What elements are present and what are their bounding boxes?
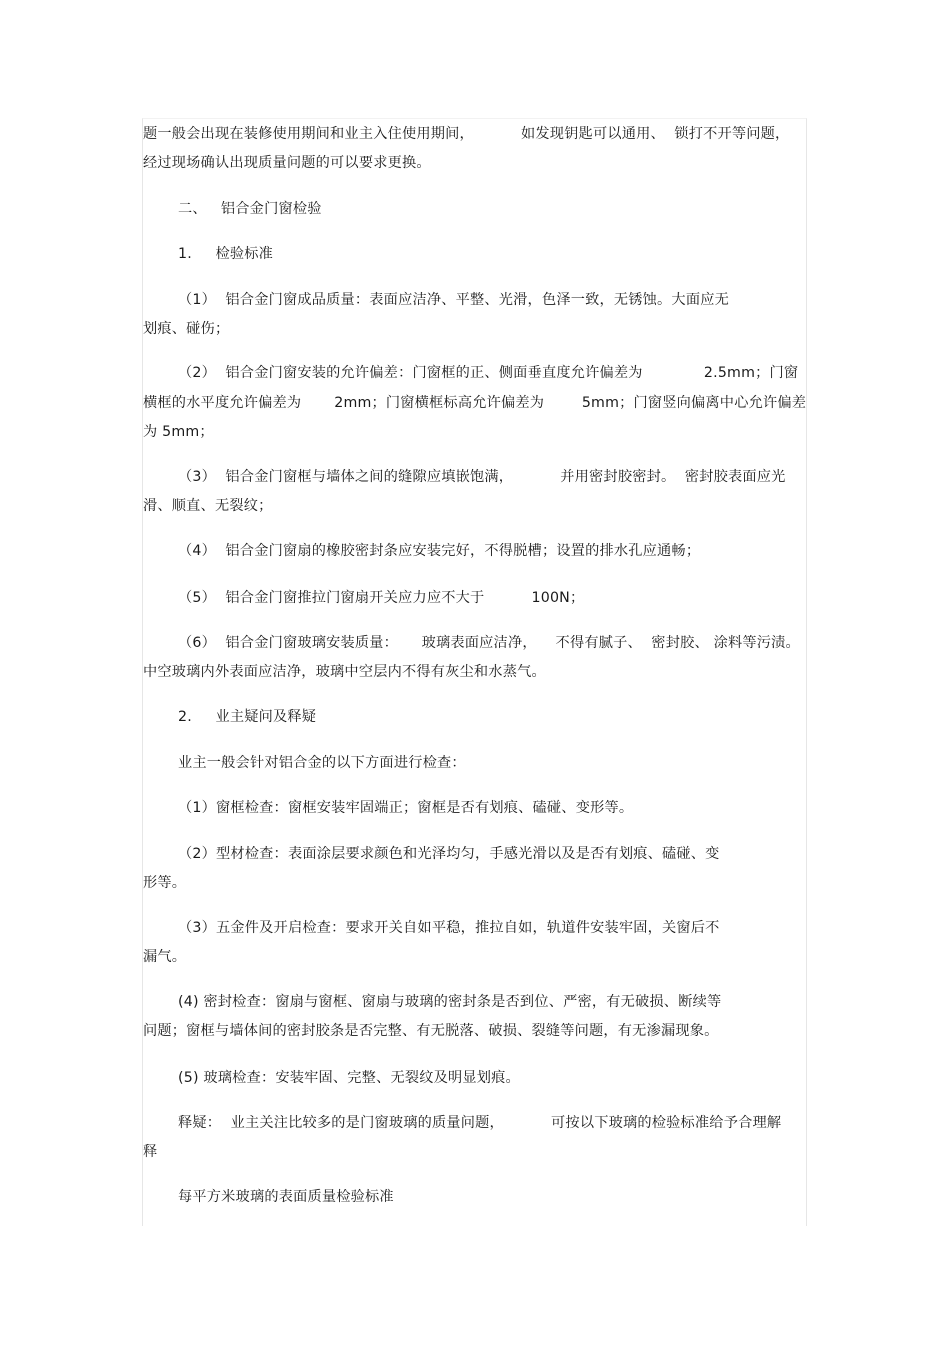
text-line: (5) 玻璃检查：安装牢固、完整、无裂纹及明显划痕。 (178, 1070, 520, 1086)
text-line: （2） 铝合金门窗安装的允许偏差：门窗框的正、侧面垂直度允许偏差为 2.5mm；门窗 (178, 365, 799, 381)
text-line: 业主一般会针对铝合金的以下方面进行检查： (178, 755, 466, 771)
text-line: （5） 铝合金门窗推拉门窗扇开关应力应不大于 100N； (178, 590, 585, 606)
text-line: 经过现场确认出现质量问题的可以要求更换。 (143, 155, 431, 171)
text-line: （3） 铝合金门窗框与墙体之间的缝隙应填嵌饱满， 并用密封胶密封。 密封胶表面应光 (178, 469, 786, 485)
text-line: (4) 密封检查：窗扇与窗框、窗扇与玻璃的密封条是否到位、严密，有无破损、断续等 (178, 994, 722, 1010)
text-line: 中空玻璃内外表面应洁净，玻璃中空层内不得有灰尘和水蒸气。 (143, 664, 546, 680)
text-line: 问题；窗框与墙体间的密封胶条是否完整、有无脱落、破损、裂缝等问题，有无渗漏现象。 (143, 1023, 719, 1039)
text-line: 每平方米玻璃的表面质量检验标准 (178, 1189, 394, 1205)
text-line: （1）窗框检查：窗框安装牢固端正；窗框是否有划痕、磕碰、变形等。 (178, 800, 634, 816)
text-line: 横框的水平度允许偏差为 2mm；门窗横框标高允许偏差为 5mm；门窗竖向偏离中心允许偏差 (143, 395, 807, 411)
text-line: （1） 铝合金门窗成品质量：表面应洁净、平整、光滑，色泽一致，无锈蚀。大面应无 (178, 292, 729, 308)
text-line: （3）五金件及开启检查：要求开关自如平稳，推拉自如，轨道件安装牢固，关窗后不 (178, 920, 720, 936)
subsection-heading: 2. 业主疑问及释疑 (178, 709, 317, 725)
text-line: （6） 铝合金门窗玻璃安装质量： 玻璃表面应洁净， 不得有腻子、 密封胶、 涂料等污渍。 (178, 635, 800, 651)
text-line: 漏气。 (143, 949, 187, 965)
text-line: 释疑： 业主关注比较多的是门窗玻璃的质量问题， 可按以下玻璃的检验标准给予合理解 (178, 1115, 782, 1131)
text-line: 滑、顺直、无裂纹； (143, 498, 273, 514)
text-line: （4） 铝合金门窗扇的橡胶密封条应安装完好，不得脱槽；设置的排水孔应通畅； (178, 543, 701, 559)
subsection-heading: 1. 检验标准 (178, 246, 274, 262)
text-line: 形等。 (143, 875, 187, 891)
text-line: 释 (143, 1144, 158, 1160)
section-heading: 二、 铝合金门窗检验 (178, 201, 322, 217)
text-line: 为 5mm； (143, 424, 214, 440)
text-line: 题一般会出现在装修使用期间和业主入住使用期间， 如发现钥匙可以通用、 锁打不开等问题， (143, 126, 790, 142)
text-line: （2）型材检查：表面涂层要求颜色和光泽均匀，手感光滑以及是否有划痕、磕碰、变 (178, 846, 720, 862)
text-line: 划痕、碰伤； (143, 321, 230, 337)
